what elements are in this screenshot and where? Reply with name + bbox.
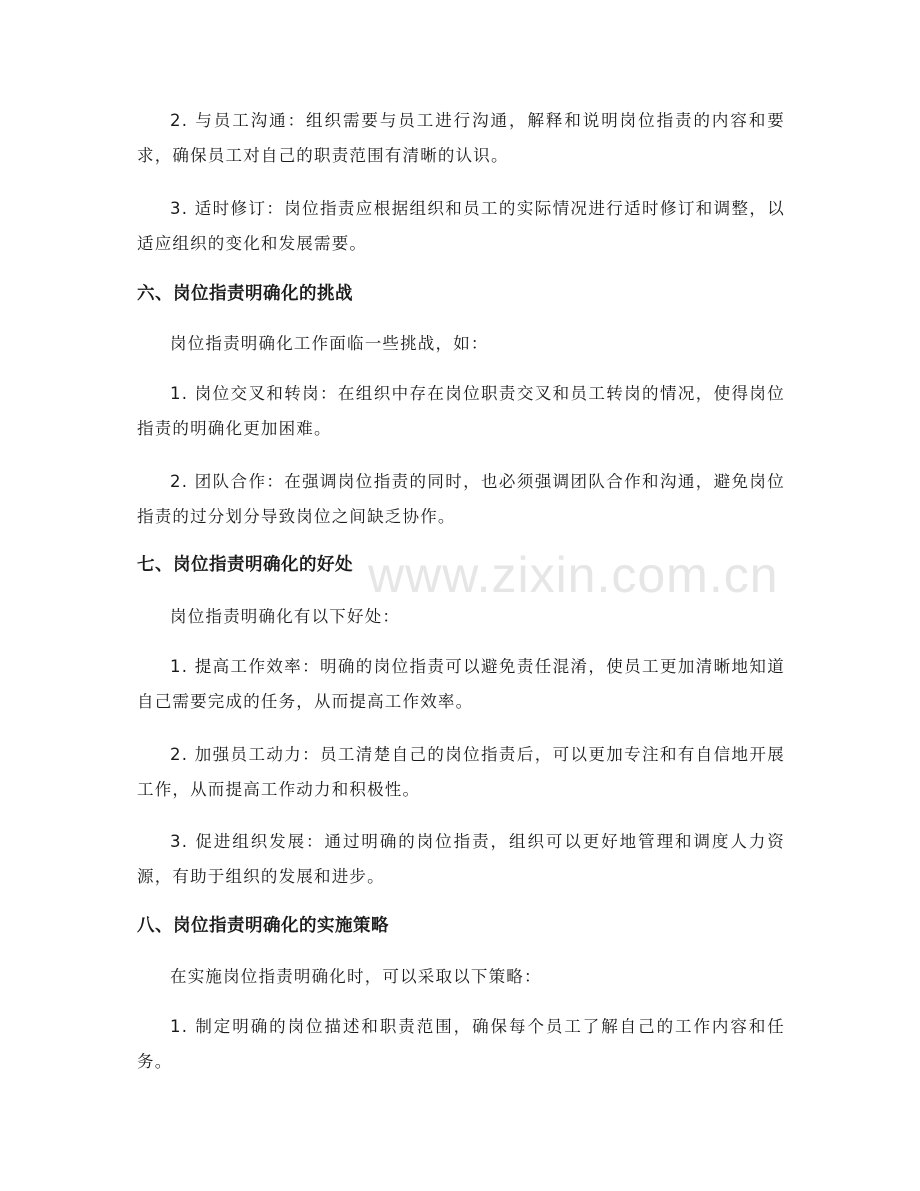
paragraph-efficiency: 1. 提高工作效率：明确的岗位指责可以避免责任混淆，使员工更加清晰地知道自己需要完成的任务，从而提高工作效率。 [137, 657, 785, 711]
heading-section-6: 六、岗位指责明确化的挑战 [137, 284, 353, 304]
paragraph-crossover: 1. 岗位交叉和转岗：在组织中存在岗位职责交叉和员工转岗的情况，使得岗位指责的明确化更加困难。 [137, 384, 785, 438]
paragraph-teamwork: 2. 团队合作：在强调岗位指责的同时，也必须强调团队合作和沟通，避免岗位指责的过分划分导致岗位之间缺乏协作。 [137, 472, 785, 526]
paragraph-strategy-1: 1. 制定明确的岗位描述和职责范围，确保每个员工了解自己的工作内容和任务。 [137, 1017, 785, 1071]
paragraph-revise: 3. 适时修订：岗位指责应根据组织和员工的实际情况进行适时修订和调整，以适应组织的变化和发展需要。 [137, 199, 785, 253]
paragraph-motivation: 2. 加强员工动力：员工清楚自己的岗位指责后，可以更加专注和有自信地开展工作，从而提高工作动力和积极性。 [137, 745, 785, 799]
paragraph-communicate: 2. 与员工沟通：组织需要与员工进行沟通，解释和说明岗位指责的内容和要求，确保员工对自己的职责范围有清晰的认识。 [137, 111, 785, 165]
watermark: www.zixin.com.cn [368, 547, 779, 603]
paragraph-strategy-intro: 在实施岗位指责明确化时，可以采取以下策略： [170, 967, 542, 986]
paragraph-development: 3. 促进组织发展：通过明确的岗位指责，组织可以更好地管理和调度人力资源，有助于组织的发展和进步。 [137, 832, 785, 886]
paragraph-benefits-intro: 岗位指责明确化有以下好处： [170, 607, 401, 626]
heading-section-7: 七、岗位指责明确化的好处 [137, 555, 353, 575]
paragraph-challenges-intro: 岗位指责明确化工作面临一些挑战，如： [170, 334, 489, 353]
heading-section-8: 八、岗位指责明确化的实施策略 [137, 916, 389, 936]
